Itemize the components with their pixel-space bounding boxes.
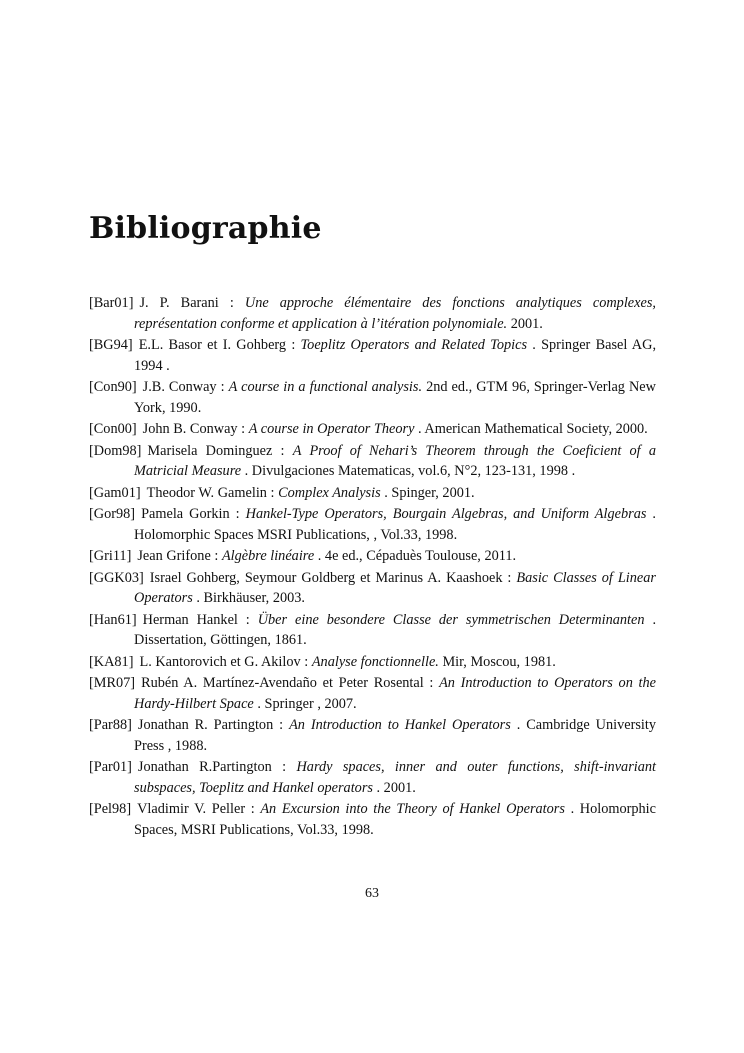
bib-authors: Herman Hankel : [142,611,250,628]
bib-title: Algèbre linéaire [221,548,315,564]
bib-title: An Introduction to Hankel Operators [289,717,511,733]
bib-key: [BG94] [89,337,133,353]
bib-details: . 2001. [376,779,416,796]
bib-authors: Pamela Gorkin : [141,506,240,522]
bib-title: Hankel-Type Operators, Bourgain Algebras, and Uniform Algebras [245,506,647,522]
bib-key: [Con90] [89,379,137,395]
bib-entry [89,799,656,840]
bib-key: [Pel98] [89,801,132,817]
bib-key: [Bar01] [89,295,134,311]
bib-title: A course in a functional analysis. [228,379,423,395]
bib-details: 2nd ed., GTM 96, Springer-Verlag New York, 1990. [134,379,656,416]
bib-entry [89,441,656,482]
bib-authors: Vladimir V. Peller : [137,801,255,817]
bib-key: [Dom98] [89,442,142,459]
bib-entry [89,504,656,545]
bib-title: A course in Operator Theory [248,421,415,437]
bib-authors: J. P. Barani : [139,295,234,311]
bib-title: An Introduction to Operators on the Hardy-Hilbert Space [134,675,656,712]
bib-details: Mir, Moscou, 1981. [442,653,556,670]
bib-details: . Holomorphic Spaces MSRI Publications, , Vol.33, 1998. [134,506,656,543]
bib-title: Basic Classes of Linear Operators [134,569,656,606]
bib-key: [GGK03] [89,569,144,586]
bib-entry [89,673,656,714]
bib-title: Complex Analysis [278,484,381,501]
bib-entry [89,610,656,651]
bib-title: An Excursion into the Theory of Hankel Operators [260,801,565,817]
bib-details: . Spinger, 2001. [384,484,475,501]
bib-title: Une approche élémentaire des fonctions analytiques complexes, représentation conforme et application à l’itération polynomiale. [134,295,656,332]
bib-entry [89,377,656,418]
bib-authors: Israel Gohberg, Seymour Goldberg et Marinus A. Kaashoek : [149,569,512,586]
bib-details: . 4e ed., Cépaduès Toulouse, 2011. [317,548,517,564]
bib-authors: L. Kantorovich et G. Akilov : [139,653,309,670]
bib-key: [Par88] [89,717,132,733]
bib-entry [89,652,656,673]
bib-key: [Par01] [89,759,132,775]
bib-key: [Han61] [89,611,137,628]
bib-authors: Marisela Dominguez : [147,442,285,459]
bib-title: Toeplitz Operators and Related Topics [300,337,528,353]
bib-authors: Jean Grifone : [137,548,219,564]
bib-title: Analyse fonctionnelle. [311,653,439,670]
bib-authors: J.B. Conway : [142,379,225,395]
bib-title: A Proof of Nehari’s Theorem through the Coeficient of a Matricial Measure [134,442,657,479]
bib-title: Hardy spaces, inner and outer functions, shift-invariant subspaces, Toeplitz and Hankel operators [134,759,656,796]
bib-details: 2001. [510,315,543,332]
bib-details: . Holomorphic Spaces, MSRI Publications, Vol.33, 1998. [134,801,656,838]
bib-entry [89,715,656,756]
bib-key: [Gri11] [89,548,132,564]
bib-details: . Cambridge University Press , 1988. [134,717,657,754]
bib-entry [89,293,656,334]
bib-entry [89,483,656,504]
bib-details: . Dissertation, Göttingen, 1861. [134,611,657,648]
bib-details: . Divulgaciones Matematicas, vol.6, N°2, 123-131, 1998 . [244,463,576,479]
bib-entry [89,757,656,798]
bib-key: [Gam01] [89,484,141,501]
bib-key: [Gor98] [89,506,136,522]
bib-entry [89,335,656,376]
bib-key: [KA81] [89,653,134,670]
bib-entry [89,546,656,567]
bibliography-list [89,293,656,841]
bib-entry [89,568,656,609]
bib-authors: Rubén A. Martínez-Avendaño et Peter Rosental : [141,675,434,691]
page-number: 63 [365,886,379,901]
bib-details: . Birkhäuser, 2003. [196,590,305,606]
bib-title: Über eine besondere Classe der symmetrischen Determinanten [257,611,645,628]
bib-entry [89,419,656,440]
chapter-title: Bibliographie [89,211,322,246]
bib-authors: Theodor W. Gamelin : [146,484,275,501]
bib-authors: Jonathan R.Partington : [137,759,287,775]
bib-authors: John B. Conway : [142,421,246,437]
bib-details: . Springer Basel AG, 1994 . [134,337,657,374]
bib-details: . American Mathematical Society, 2000. [418,421,648,437]
bib-key: [Con00] [89,421,137,437]
bib-details: . Springer , 2007. [257,695,357,712]
bib-authors: E.L. Basor et I. Gohberg : [138,337,296,353]
bib-authors: Jonathan R. Partington : [137,717,284,733]
bib-key: [MR07] [89,675,136,691]
